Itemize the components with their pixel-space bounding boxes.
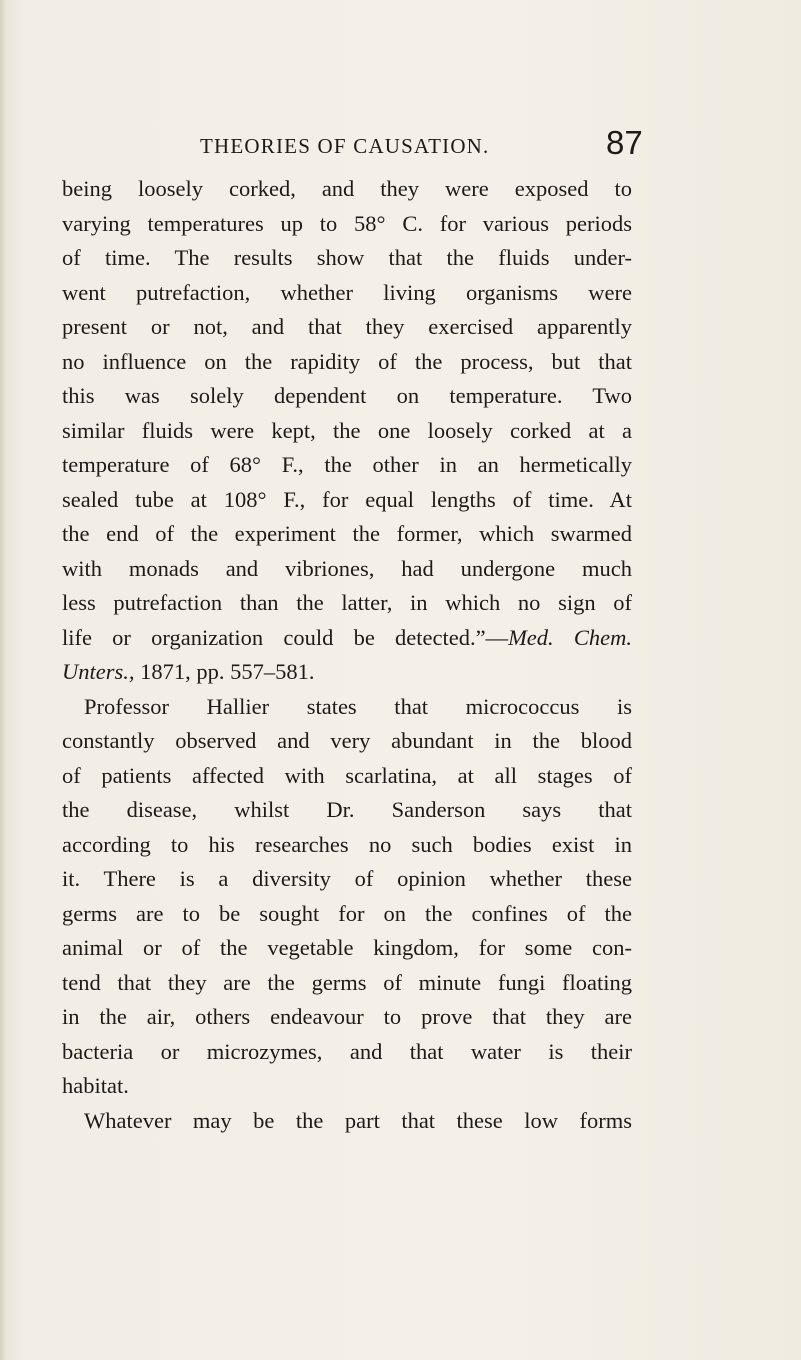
text-line: constantly observed and very abundant in the blood bbox=[62, 728, 632, 753]
text-line: the end of the experiment the former, which swarmed bbox=[62, 521, 632, 546]
quote-end: life or organization could be detected.”— bbox=[62, 624, 509, 650]
text-line: animal or of the vegetable kingdom, for some con- bbox=[62, 935, 632, 960]
text-line: varying temperatures up to 58° C. for various periods bbox=[62, 210, 632, 236]
page-number: 87 bbox=[606, 124, 643, 161]
text-line: Whatever may be the part that these low forms bbox=[84, 1107, 632, 1133]
text-line: sealed tube at 108° F., for equal lengths of time. At bbox=[62, 486, 632, 512]
text-line: Professor Hallier states that micrococcus is bbox=[84, 693, 632, 719]
page-header bbox=[0, 118, 801, 168]
text-line: of time. The results show that the fluids under- bbox=[62, 245, 632, 270]
text-line: of patients affected with scarlatina, at all stages of bbox=[62, 762, 632, 788]
text-line: present or not, and that they exercised apparently bbox=[62, 314, 632, 339]
text-line: according to his researches no such bodies exist in bbox=[62, 831, 632, 857]
citation-journal-cont: Unters., bbox=[62, 659, 135, 684]
text-line-citation bbox=[62, 621, 632, 656]
citation-pages: 1871, pp. 557–581. bbox=[134, 659, 315, 684]
body-text bbox=[62, 172, 632, 1138]
text-line: germs are to be sought for on the confines of the bbox=[62, 900, 632, 926]
text-line: this was solely dependent on temperature. Two bbox=[62, 383, 632, 408]
text-line: no influence on the rapidity of the process, but that bbox=[62, 348, 632, 374]
text-line: in the air, others endeavour to prove that they are bbox=[62, 1004, 632, 1029]
text-line: with monads and vibriones, had undergone much bbox=[62, 555, 632, 581]
text-line: habitat. bbox=[62, 1073, 129, 1098]
text-line: went putrefaction, whether living organisms were bbox=[62, 279, 632, 305]
page-gutter-shadow bbox=[0, 0, 6, 1360]
running-head: THEORIES OF CAUSATION. bbox=[200, 134, 490, 158]
text-line: temperature of 68° F., the other in an hermetically bbox=[62, 452, 632, 477]
text-line: less putrefaction than the latter, in which no sign of bbox=[62, 590, 632, 615]
text-line: bacteria or microzymes, and that water is their bbox=[62, 1038, 632, 1064]
text-line: similar fluids were kept, the one loosely corked at a bbox=[62, 417, 632, 443]
citation-journal: Med. Chem. bbox=[508, 624, 632, 650]
text-line: the disease, whilst Dr. Sanderson says that bbox=[62, 797, 632, 822]
text-line: tend that they are the germs of minute fungi floating bbox=[62, 969, 632, 995]
text-line: being loosely corked, and they were exposed to bbox=[62, 176, 632, 201]
text-line: it. There is a diversity of opinion whether these bbox=[62, 866, 632, 891]
text-line-citation-cont bbox=[62, 655, 632, 690]
